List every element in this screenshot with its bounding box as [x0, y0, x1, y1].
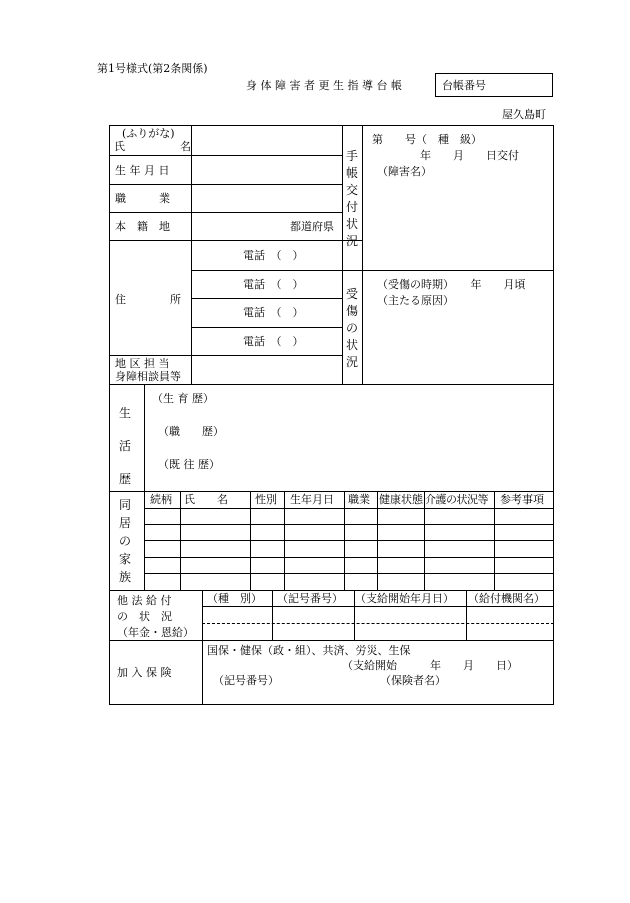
divider — [109, 491, 554, 492]
page-title: 身 体 障 害 者 更 生 指 導 台 帳 — [246, 79, 402, 92]
handbook-issue-date: 年 月 日交付 — [420, 149, 519, 162]
divider — [466, 590, 467, 640]
insurance-types: 国保・健保（政・組）、共済、労災、生保 — [207, 644, 411, 657]
job-history-label: （職 歴） — [158, 425, 224, 438]
divider — [109, 184, 342, 185]
divider — [272, 590, 273, 640]
family-header-name: 氏 名 — [184, 493, 228, 506]
insurance-label: 加 入 保 険 — [117, 666, 172, 679]
furigana-label: (ふりがな) — [122, 127, 175, 140]
divider — [284, 491, 285, 590]
divider — [144, 573, 554, 574]
insurance-start-date: （支給開始 年 月 日） — [342, 659, 518, 672]
divider — [202, 606, 554, 607]
family-header-occupation: 職業 — [348, 493, 370, 506]
family-label: 同居の家族 — [118, 498, 131, 584]
injury-time: （受傷の時期） 年 月頃 — [377, 278, 526, 291]
divider — [109, 384, 554, 385]
divider — [144, 524, 554, 525]
divider — [144, 540, 554, 541]
divider — [109, 155, 342, 156]
divider — [109, 240, 362, 241]
benefits-label: 他 法 給 付 — [117, 594, 172, 607]
upbringing-label: （生 育 歴） — [152, 392, 214, 405]
divider — [144, 384, 145, 491]
benefits-header-code: （記号番号） — [277, 592, 343, 605]
municipality: 屋久島町 — [502, 108, 546, 121]
name-label: 氏 名 — [114, 140, 191, 153]
birthdate-label: 生 年 月 日 — [115, 164, 170, 177]
handbook-number: 第 号（ 種 級） — [372, 133, 482, 146]
family-header-notes: 参考事項 — [500, 493, 544, 506]
divider — [191, 298, 342, 299]
benefits-header-agency: （給付機関名） — [468, 592, 545, 605]
injury-status-label: 受傷の状況 — [345, 287, 358, 369]
divider — [144, 557, 554, 558]
phone-label: 電話 （ ） — [243, 249, 304, 262]
divider — [180, 491, 181, 590]
divider — [342, 125, 343, 384]
family-header-sex: 性別 — [255, 493, 277, 506]
occupation-label: 職 業 — [115, 192, 170, 205]
divider — [344, 491, 345, 590]
family-header-care: 介護の状況等 — [425, 493, 488, 506]
prefecture-label: 都道府県 — [290, 220, 334, 233]
family-header-health: 健康状態 — [379, 493, 423, 506]
divider — [109, 355, 342, 356]
disability-name-label: （障害名） — [377, 165, 432, 178]
benefits-header-type: （種 別） — [207, 592, 262, 605]
family-header-birthdate: 生年月日 — [290, 493, 334, 506]
injury-cause: （主たる原因） — [377, 294, 454, 307]
district-label: 地 区 担 当 — [115, 357, 170, 370]
divider — [191, 270, 554, 271]
insurer-name-label: （保険者名） — [380, 674, 446, 687]
phone-label: 電話 （ ） — [243, 335, 304, 348]
divider — [362, 125, 363, 384]
family-header-relation: 続柄 — [150, 493, 172, 506]
divider — [377, 491, 378, 590]
divider — [191, 125, 192, 384]
benefits-status-label: の 状 況 — [117, 610, 172, 623]
dashed-divider — [202, 623, 554, 624]
divider — [191, 327, 342, 328]
divider — [250, 491, 251, 590]
divider — [109, 640, 554, 641]
domicile-label: 本 籍 地 — [115, 220, 170, 233]
handbook-status-label: 手帳交付状況 — [345, 149, 358, 248]
divider — [202, 590, 203, 705]
divider — [144, 508, 554, 509]
form-number: 第1号様式(第2条関係) — [97, 62, 208, 75]
phone-label: 電話 （ ） — [243, 306, 304, 319]
medical-history-label: （既 往 歴） — [158, 458, 220, 471]
ledger-number-label: 台帳番号 — [442, 79, 486, 92]
address-label: 住 所 — [115, 293, 181, 306]
insurance-code-label: （記号番号） — [213, 674, 279, 687]
phone-label: 電話 （ ） — [243, 278, 304, 291]
life-history-label: 生活歴 — [118, 406, 131, 486]
divider — [109, 590, 554, 591]
benefits-header-start: （支給開始年月日） — [355, 592, 454, 605]
counselor-label: 身障相談員等 — [115, 370, 181, 383]
ledger-number-box — [435, 73, 553, 97]
divider — [494, 491, 495, 590]
divider — [109, 212, 342, 213]
pension-label: （年金・恩給） — [117, 626, 194, 639]
